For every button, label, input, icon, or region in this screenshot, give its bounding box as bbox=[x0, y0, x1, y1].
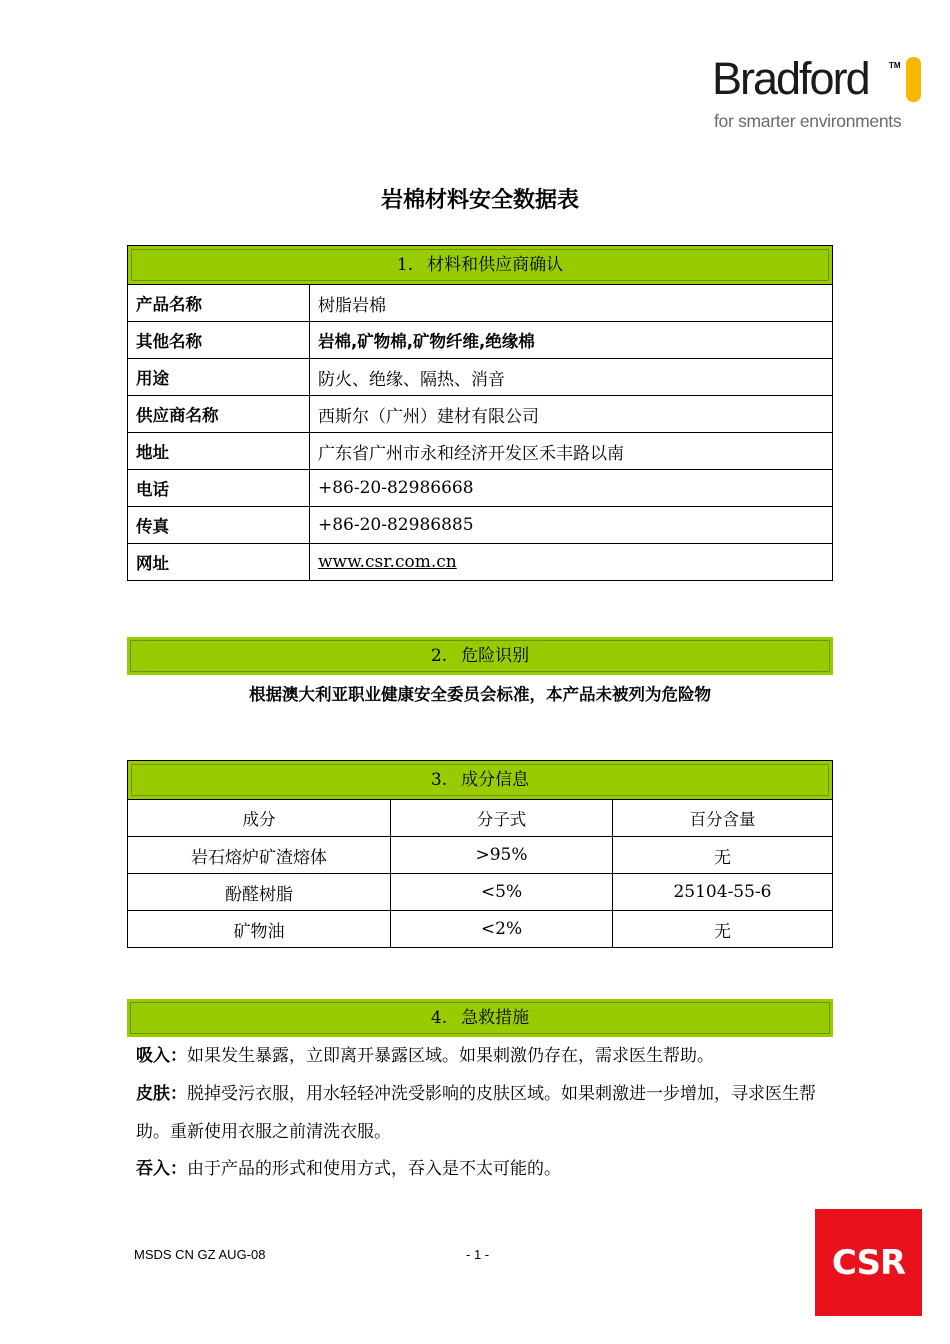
first-aid-text: 如果发生暴露，立即离开暴露区域。如果刺激仍存在，需求医生帮助。 bbox=[187, 1046, 714, 1066]
row-value: 西斯尔（广州）建材有限公司 bbox=[310, 396, 833, 433]
first-aid-ingestion bbox=[136, 1150, 836, 1188]
section-1-title: 材料和供应商确认 bbox=[427, 255, 564, 275]
brand-tagline: for smarter environments bbox=[714, 111, 902, 131]
document-title: 岩棉材料安全数据表 bbox=[380, 188, 579, 213]
table-header-row bbox=[128, 800, 833, 837]
section-4-number: 4. bbox=[430, 1008, 448, 1028]
section-1-number: 1. bbox=[396, 255, 414, 275]
csr-logo-text: CSR bbox=[831, 1242, 906, 1283]
first-aid-inhalation bbox=[136, 1037, 836, 1075]
section-2-number: 2. bbox=[430, 646, 448, 666]
supplier-identification-table bbox=[127, 245, 833, 581]
first-aid-label: 吞入： bbox=[136, 1159, 187, 1179]
row-value: 岩棉,矿物棉,矿物纤维,绝缘棉 bbox=[310, 322, 833, 359]
row-label: 电话 bbox=[128, 470, 310, 507]
section-3-title: 成分信息 bbox=[461, 770, 530, 790]
row-value: +86-20-82986885 bbox=[310, 507, 833, 544]
table-row bbox=[128, 837, 833, 874]
table-cell: 无 bbox=[613, 837, 833, 874]
row-label: 产品名称 bbox=[128, 285, 310, 322]
section-3-header bbox=[128, 761, 833, 800]
row-label: 地址 bbox=[128, 433, 310, 470]
brand-accent-bar bbox=[906, 57, 921, 102]
table-cell: <5% bbox=[391, 874, 613, 911]
table-cell: 矿物油 bbox=[128, 911, 391, 948]
section-3-number: 3. bbox=[430, 770, 448, 790]
table-cell: 25104-55-6 bbox=[613, 874, 833, 911]
table-row bbox=[128, 874, 833, 911]
row-value: 防火、绝缘、隔热、消音 bbox=[310, 359, 833, 396]
table-cell: >95% bbox=[391, 837, 613, 874]
table-row bbox=[128, 470, 833, 507]
row-label: 供应商名称 bbox=[128, 396, 310, 433]
column-header: 成分 bbox=[128, 800, 391, 837]
row-value: 广东省广州市永和经济开发区禾丰路以南 bbox=[310, 433, 833, 470]
csr-logo bbox=[815, 1209, 922, 1316]
row-label: 用途 bbox=[128, 359, 310, 396]
row-value: 树脂岩棉 bbox=[310, 285, 833, 322]
table-row bbox=[128, 544, 833, 581]
table-row bbox=[128, 322, 833, 359]
table-row bbox=[128, 433, 833, 470]
section-4-title: 急救措施 bbox=[461, 1008, 530, 1028]
table-row bbox=[128, 359, 833, 396]
section-4-header bbox=[127, 999, 833, 1037]
section-2-header bbox=[127, 637, 833, 675]
section-2-title: 危险识别 bbox=[461, 646, 530, 666]
table-row bbox=[128, 911, 833, 948]
row-label: 其他名称 bbox=[128, 322, 310, 359]
row-value: +86-20-82986668 bbox=[310, 470, 833, 507]
bradford-logo bbox=[712, 53, 927, 131]
first-aid-label: 吸入： bbox=[136, 1046, 187, 1066]
document-code: MSDS CN GZ AUG-08 bbox=[134, 1247, 266, 1262]
first-aid-label: 皮肤： bbox=[136, 1084, 187, 1104]
table-row bbox=[128, 396, 833, 433]
first-aid-text: 脱掉受污衣服，用水轻轻冲洗受影响的皮肤区域。如果刺激进一步增加，寻求医生帮助。重新使用衣服之前清洗衣服。 bbox=[136, 1084, 816, 1142]
table-cell: <2% bbox=[391, 911, 613, 948]
section-1-header bbox=[128, 246, 833, 285]
table-cell: 岩石熔炉矿渣熔体 bbox=[128, 837, 391, 874]
brand-name: Bradford bbox=[712, 53, 869, 104]
composition-table bbox=[127, 760, 833, 948]
hazard-statement: 根据澳大利亚职业健康安全委员会标准，本产品未被列为危险物 bbox=[249, 685, 711, 704]
column-header: 分子式 bbox=[391, 800, 613, 837]
row-label: 网址 bbox=[128, 544, 310, 581]
table-row bbox=[128, 285, 833, 322]
brand-trademark: TM bbox=[889, 61, 901, 70]
column-header: 百分含量 bbox=[613, 800, 833, 837]
page-number: - 1 - bbox=[466, 1247, 490, 1262]
first-aid-text: 由于产品的形式和使用方式，吞入是不太可能的。 bbox=[187, 1159, 561, 1179]
website-link[interactable]: www.csr.com.cn bbox=[318, 552, 457, 572]
table-cell: 酚醛树脂 bbox=[128, 874, 391, 911]
table-cell: 无 bbox=[613, 911, 833, 948]
row-label: 传真 bbox=[128, 507, 310, 544]
first-aid-skin bbox=[136, 1075, 836, 1151]
table-row bbox=[128, 507, 833, 544]
